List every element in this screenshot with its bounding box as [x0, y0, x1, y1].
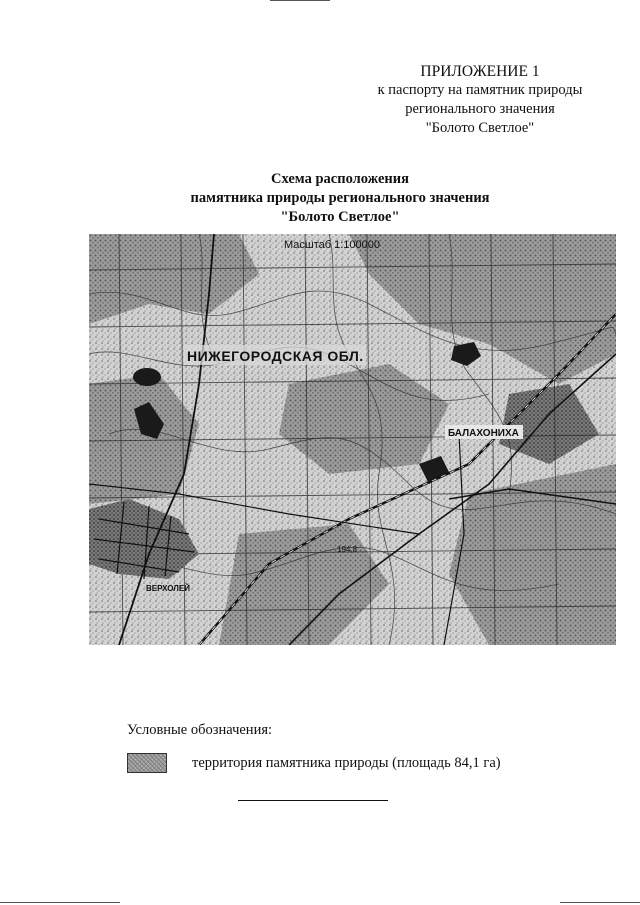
legend-title: Условные обозначения:: [127, 722, 273, 738]
separator-line: [238, 800, 388, 801]
map-town-label: ВЕРХОЛЕЙ: [146, 584, 190, 593]
map-elevation-label: 194,8: [337, 545, 358, 554]
scheme-title-line-3: "Болото Светлое": [280, 209, 400, 225]
legend-item-text: территория памятника природы (площадь 84,1 га): [192, 755, 501, 771]
location-map: [89, 234, 616, 645]
scheme-title: [140, 170, 540, 227]
scheme-title-line-1: Схема расположения: [271, 171, 409, 187]
scan-mark-bottom-left: [0, 902, 120, 903]
scheme-title-line-2: памятника природы регионального значения: [190, 190, 490, 206]
map-scale-label: Масштаб 1:100000: [284, 239, 380, 251]
appendix-line-1: к паспорту на памятник природы: [377, 82, 583, 98]
appendix-line-2: регионального значения: [405, 101, 555, 117]
scan-mark-top: [270, 0, 330, 1]
appendix-line-3: "Болото Светлое": [425, 120, 535, 136]
map-region-label: НИЖЕГОРОДСКАЯ ОБЛ.: [187, 348, 364, 364]
map-village-label: БАЛАХОНИХА: [448, 428, 519, 439]
appendix-header: [330, 62, 630, 138]
legend-swatch: [127, 753, 167, 773]
appendix-title: ПРИЛОЖЕНИЕ 1: [420, 63, 540, 80]
scan-mark-bottom-right: [560, 902, 640, 903]
